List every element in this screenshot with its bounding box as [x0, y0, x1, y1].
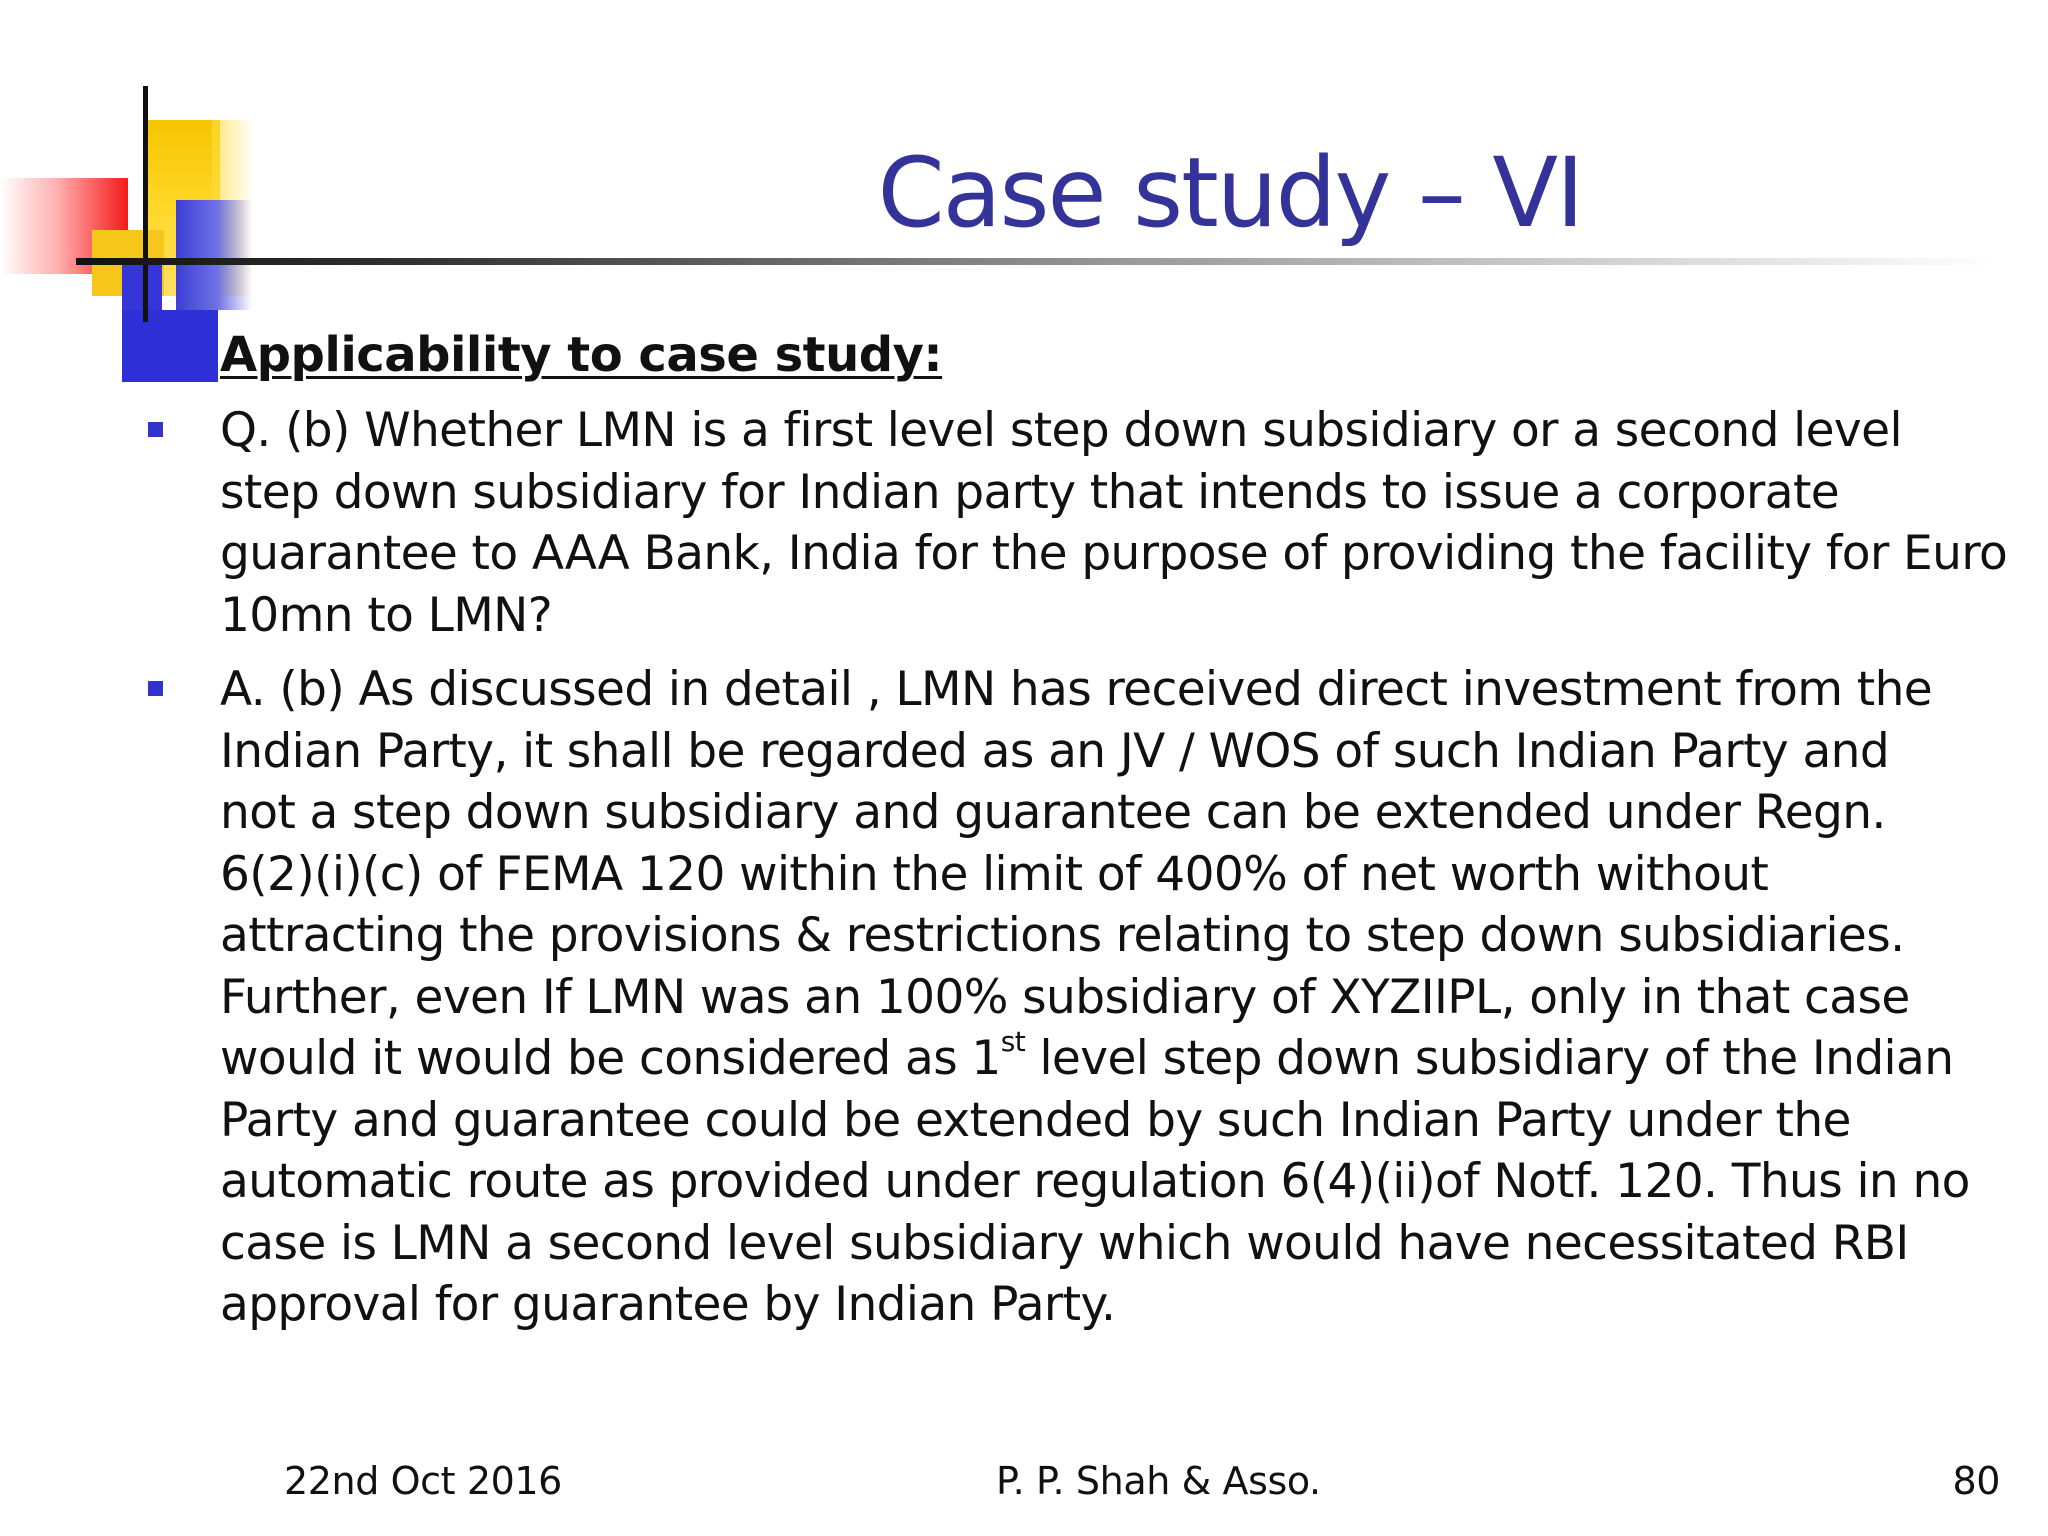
answer-line: Further, even If LMN was an 100% subsidiary of XYZIIPL, only in that case: [220, 969, 1910, 1025]
answer-text: level step down subsidiary of the Indian: [1025, 1031, 1954, 1086]
answer-line: approval for guarantee by Indian Party.: [220, 1277, 1116, 1332]
ordinal-superscript: st: [1000, 1025, 1026, 1059]
question-line: 10mn to LMN?: [220, 587, 553, 643]
bullet-answer: [220, 659, 2010, 1336]
answer-line: attracting the provisions & restrictions relating to step down subsidiaries.: [220, 908, 1905, 963]
answer-line: A. (b) As discussed in detail , LMN has received direct investment from the: [220, 662, 1933, 717]
footer-author: P. P. Shah & Asso.: [996, 1459, 1321, 1503]
answer-line: 6(2)(i)(c) of FEMA 120 within the limit of 400% of net worth without: [220, 846, 1769, 902]
slide-title: Case study – VI: [877, 137, 1583, 249]
question-line: Q. (b) Whether LMN is a first level step down subsidiary or a second level: [220, 403, 1902, 458]
answer-line: case is LMN a second level subsidiary which would have necessitated RBI: [220, 1215, 1909, 1271]
answer-line: automatic route as provided under regulation 6(4)(ii)of Notf. 120. Thus in no: [220, 1154, 1970, 1209]
answer-line: Indian Party, it shall be regarded as an JV / WOS of such Indian Party and: [220, 723, 1890, 779]
answer-line: Party and guarantee could be extended by such Indian Party under the: [220, 1092, 1851, 1148]
answer-text: would it would be considered as 1: [220, 1031, 1001, 1086]
footer-date: 22nd Oct 2016: [284, 1459, 562, 1503]
question-line: guarantee to AAA Bank, India for the purpose of providing the facility for Euro: [220, 526, 2008, 581]
page-number: 80: [1952, 1459, 2000, 1503]
blue-accent-block: [122, 310, 218, 382]
section-heading: Applicability to case study:: [220, 327, 943, 383]
blue-accent-gradient: [176, 200, 252, 310]
bullet-question: [220, 400, 2010, 646]
question-line: step down subsidiary for Indian party that intends to issue a corporate: [220, 464, 1840, 520]
answer-line-superscript: [220, 1025, 2010, 1090]
vertical-rule: [143, 86, 148, 322]
answer-line: not a step down subsidiary and guarantee can be extended under Regn.: [220, 785, 1886, 840]
square-bullet-icon: [148, 681, 163, 696]
title-underline-rule: [76, 258, 2000, 265]
square-bullet-icon: [148, 422, 163, 437]
